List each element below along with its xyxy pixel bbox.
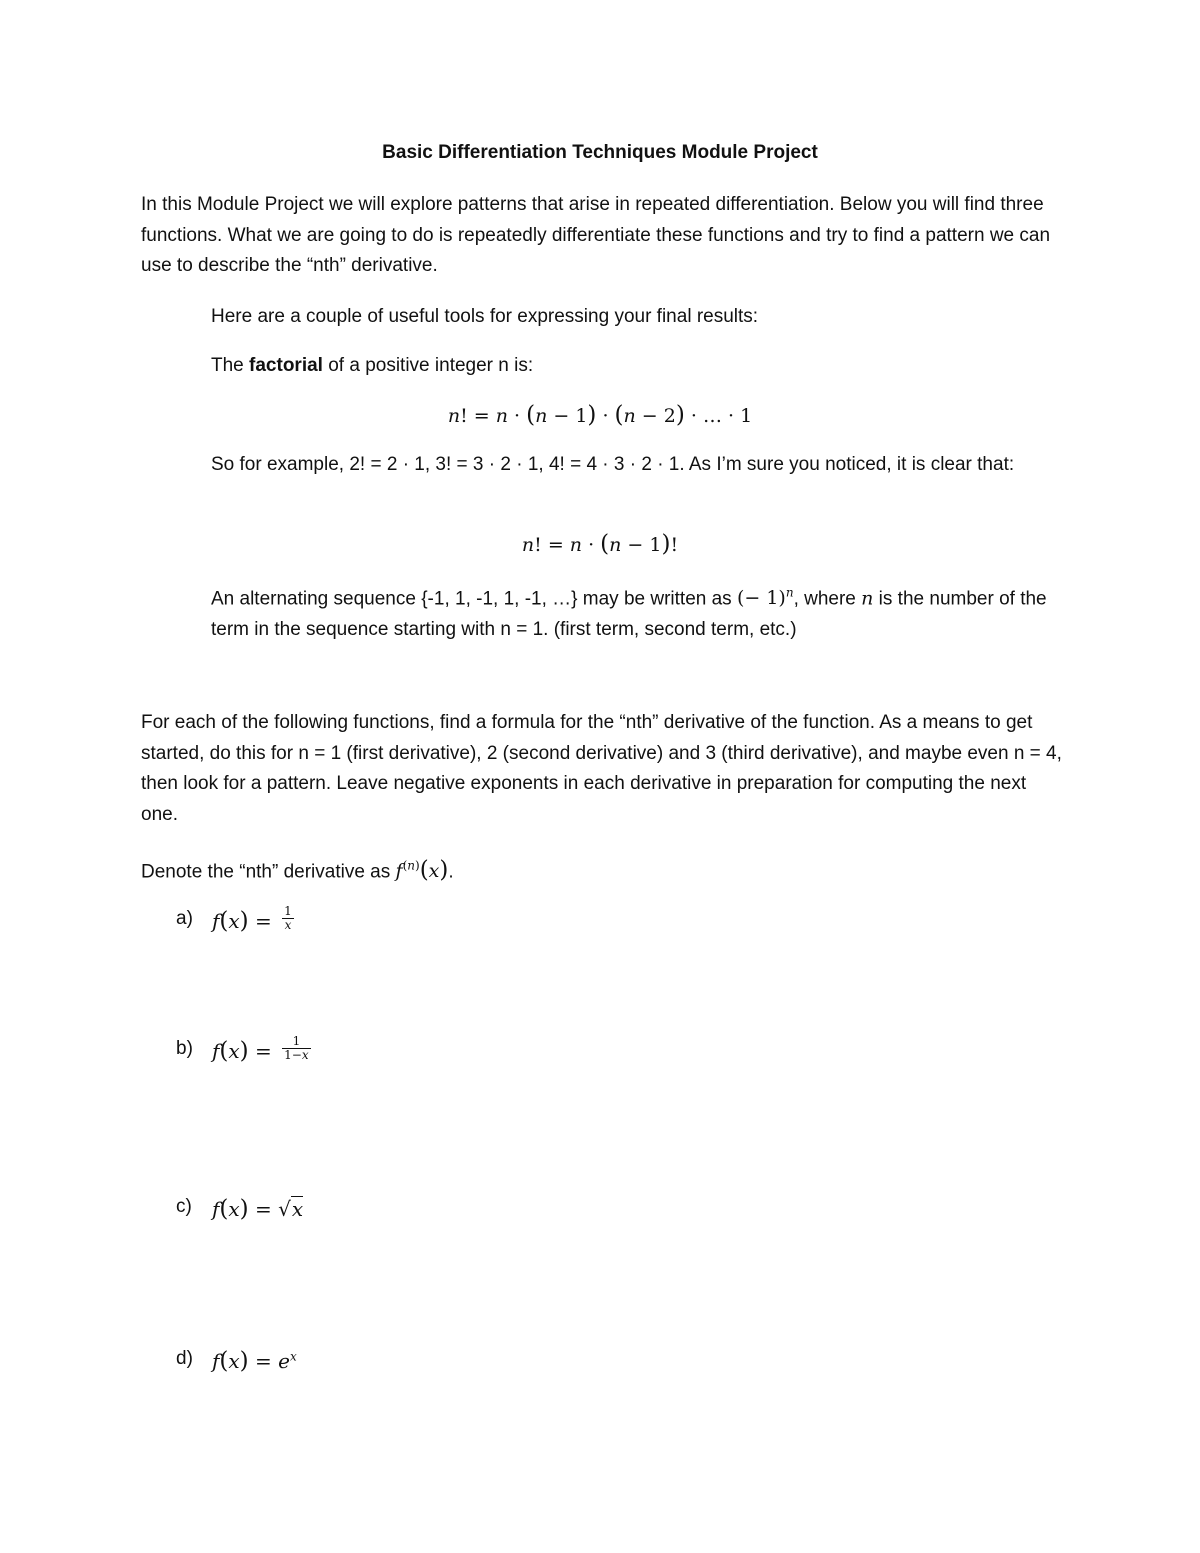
tools-intro: Here are a couple of useful tools for expressing your final results: xyxy=(211,306,759,327)
factorial-post: of a positive integer n is: xyxy=(322,355,534,376)
alt-formula: (− 1)$^n$ xyxy=(736,586,794,610)
instructions-paragraph: For each of the following functions, find a formula for the “nth” derivative of the function. As a means to get started, do this for n = 1 (first derivative), 2 (second derivative) and 3 (third derivative), and maybe even n = 4, then look for a pattern. Leave negative exponents in each derivative in preparation for computing the next one. xyxy=(141,712,1062,825)
factorial-definition xyxy=(211,351,1071,382)
factorial-pre: The xyxy=(211,355,250,376)
example-paragraph: So for example, 2! = 2 · 1, 3! = 3 · 2 · 1, 4! = 4 · 3 · 2 · 1. As I’m sure you noticed, it is clear that: xyxy=(211,454,1015,475)
denote-pre: Denote the “nth” derivative as xyxy=(141,861,396,883)
alt-pre: An alternating sequence {-1, 1, -1, 1, -1, …} may be written as xyxy=(211,588,737,610)
recursive-equation: n! = n · (n − 1)! xyxy=(521,531,679,557)
function-b: f(x) = $\frac{1}{1-x}$ xyxy=(212,1034,309,1064)
denote-post: . xyxy=(448,861,454,883)
function-c: f(x) = √x xyxy=(212,1196,304,1222)
intro-paragraph: In this Module Project we will explore patterns that arise in repeated differentiation. Below you will find three functions. What we are going to do is repeatedly differentiate these functions and try to find a pattern we can use to describe the “nth” derivative. xyxy=(141,194,1051,276)
denote-paragraph xyxy=(141,851,1066,888)
problem-label: b) xyxy=(176,1038,193,1059)
nth-derivative-notation: $f^{(n)}(x)$ xyxy=(395,857,449,884)
factorial-word: factorial xyxy=(249,355,323,376)
problem-label: d) xyxy=(176,1348,193,1369)
alt-mid: , where xyxy=(793,588,862,610)
function-a: f(x) = $\frac{1}{x}$ xyxy=(212,904,292,934)
problem-label: a) xyxy=(176,908,193,929)
alt-n-symbol: n xyxy=(861,587,874,610)
alt-post: is the number of the term in the sequence starting with n = 1. (first term, second term, etc.) xyxy=(211,588,1047,640)
problem-label: c) xyxy=(176,1196,192,1217)
alternating-paragraph xyxy=(211,578,1071,645)
document-title: Basic Differentiation Techniques Module Project xyxy=(382,142,818,163)
factorial-equation: n! = n · (n − 1) · (n − 2) · … · 1 xyxy=(447,402,753,428)
function-d: $f(x) = e^x$ xyxy=(212,1348,297,1374)
